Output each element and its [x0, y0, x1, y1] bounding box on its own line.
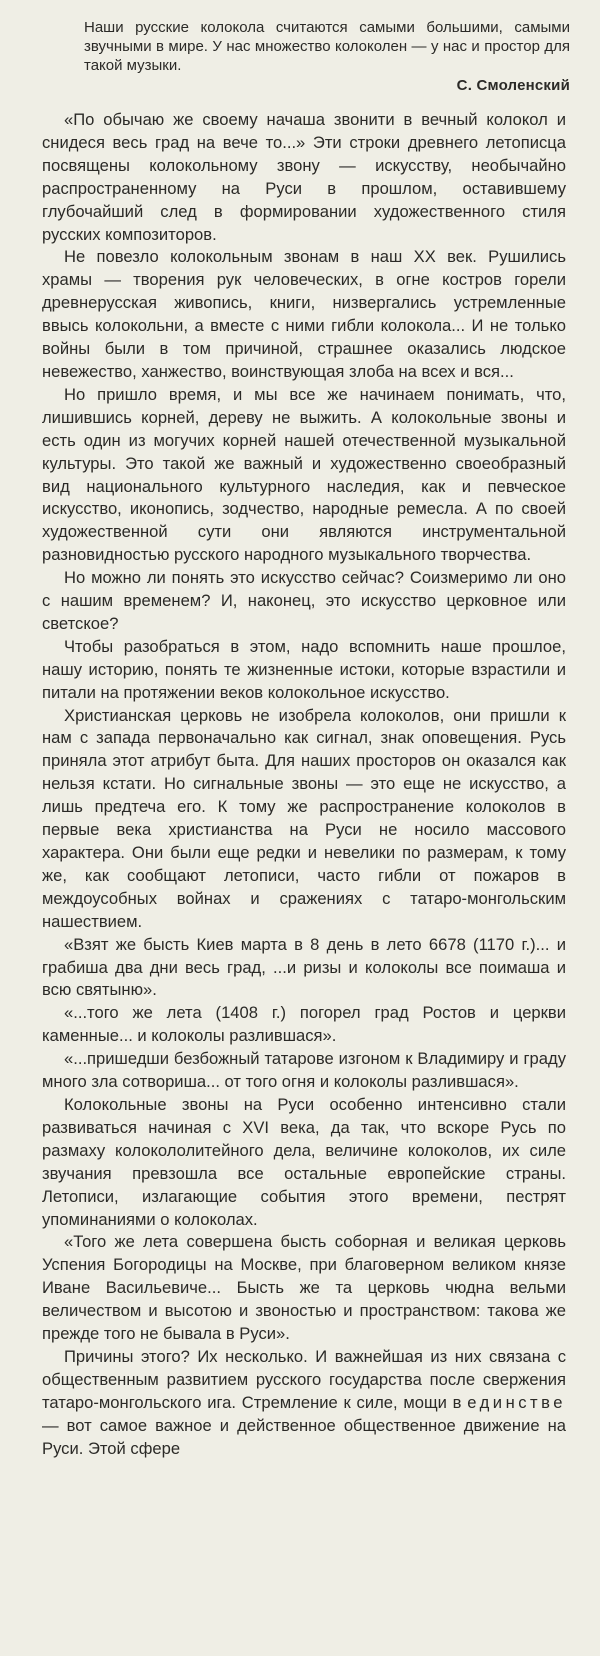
paragraph-last-end: — вот самое важное и действенное общественное движение на Руси. Этой сфере	[42, 1415, 566, 1458]
epigraph-author: С. Смоленский	[456, 77, 570, 94]
paragraph: Колокольные звоны на Руси особенно интенсивно стали развиваться начиная с XVI века, да так, что вскоре Русь по размаху колокололитейного дела, величине колоколов, их силе звучания превзошла все остальные европейские страны. Летописи, излагающие события этого времени, пестрят упоминаниями о колоколах.	[42, 1094, 566, 1229]
paragraph: «...пришедши безбожный татарове изгоном к Владимиру и граду много зла сотвориша... от того огня и колоколы разлившася».	[42, 1049, 566, 1092]
paragraph-last-start: Причины этого? Их несколько. И важнейшая из них связана с общественным развитием русского государства после свержения татаро-монгольского ига. Стремление к силе, мощи в	[42, 1346, 566, 1412]
epigraph	[84, 18, 570, 96]
spaced-emphasis-word: единстве	[467, 1392, 566, 1412]
paragraph: «Того же лета совершена бысть соборная и великая церковь Успения Богородицы на Москве, при благоверном великом князе Иване Васильевиче... Бысть же та церковь чюдна вельми величеством и высотою и звоностью и пространством: такова же прежде того не бывала в Руси».	[42, 1232, 566, 1344]
epigraph-text: Наши русские колокола считаются самыми большими, самыми звучными в мире. У нас множество колоколен — у нас и простор для такой музыки.	[84, 19, 570, 74]
paragraph: Но можно ли понять это искусство сейчас? Соизмеримо ли оно с нашим временем? И, наконец, это искусство церковное или светское?	[42, 568, 566, 633]
paragraph: Чтобы разобраться в этом, надо вспомнить наше прошлое, нашу историю, понять те жизненные истоки, которые взрастили и питали на протяжении веков колокольное искусство.	[42, 636, 566, 702]
article-body	[42, 109, 566, 1460]
paragraph: Христианская церковь не изобрела колоколов, они пришли к нам с запада первоначально как сигнал, знак оповещения. Русь приняла этот атрибут быта. Для наших просторов он оказался как нельзя кстати. Но сигнальные звоны — это еще не искусство, а лишь предтеча его. К тому же распространение колоколов в первые века христианства на Руси не носило массового характера. Они были еще редки и невелики по размерам, к тому же, как сообщают летописи, часто гибли от пожаров в междоусобных войнах и сражениях с татаро-монгольским нашествием.	[42, 705, 566, 931]
paragraph: Не повезло колокольным звонам в наш XX век. Рушились храмы — творения рук человеческих, в огне костров горели древнерусская живопись, книги, низвергались устремленные ввысь колокольни, а вместе с ними гибли колокола... И не только войны были в том причиной, страшнее оказались людское невежество, ханжество, воинствующая злоба на всех и вся...	[42, 247, 566, 381]
paragraph: «...того же лета (1408 г.) погорел град Ростов и церкви каменные... и колоколы разлившася».	[42, 1003, 566, 1046]
paragraph: «По обычаю же своему начаша звонити в вечный колокол и снидеся весь град на вече то...» Эти строки древнего летописца посвящены колокольному звону — искусству, необычайно распространенному на Руси в прошлом, оставившему глубочайший след в формировании художественного стиля русских композиторов.	[42, 110, 566, 244]
paragraph: «Взят же бысть Киев марта в 8 день в лето 6678 (1170 г.)... и грабиша два дни весь град, ...и ризы и колоколы все поимаша и всю святыню».	[42, 934, 566, 1000]
paragraph: Но пришло время, и мы все же начинаем понимать, что, лишившись корней, дереву не выжить. А колокольные звоны и есть один из могучих корней нашей отечественной музыкальной культуры. Это такой же важный и художественно своеобразный вид национального культурного наследия, как и певческое искусство, иконопись, зодчество, народные ремесла. А по своей художественной сути они являются инструментальной разновидностью русского народного музыкального творчества.	[42, 384, 566, 565]
paragraph-last	[42, 1346, 566, 1461]
